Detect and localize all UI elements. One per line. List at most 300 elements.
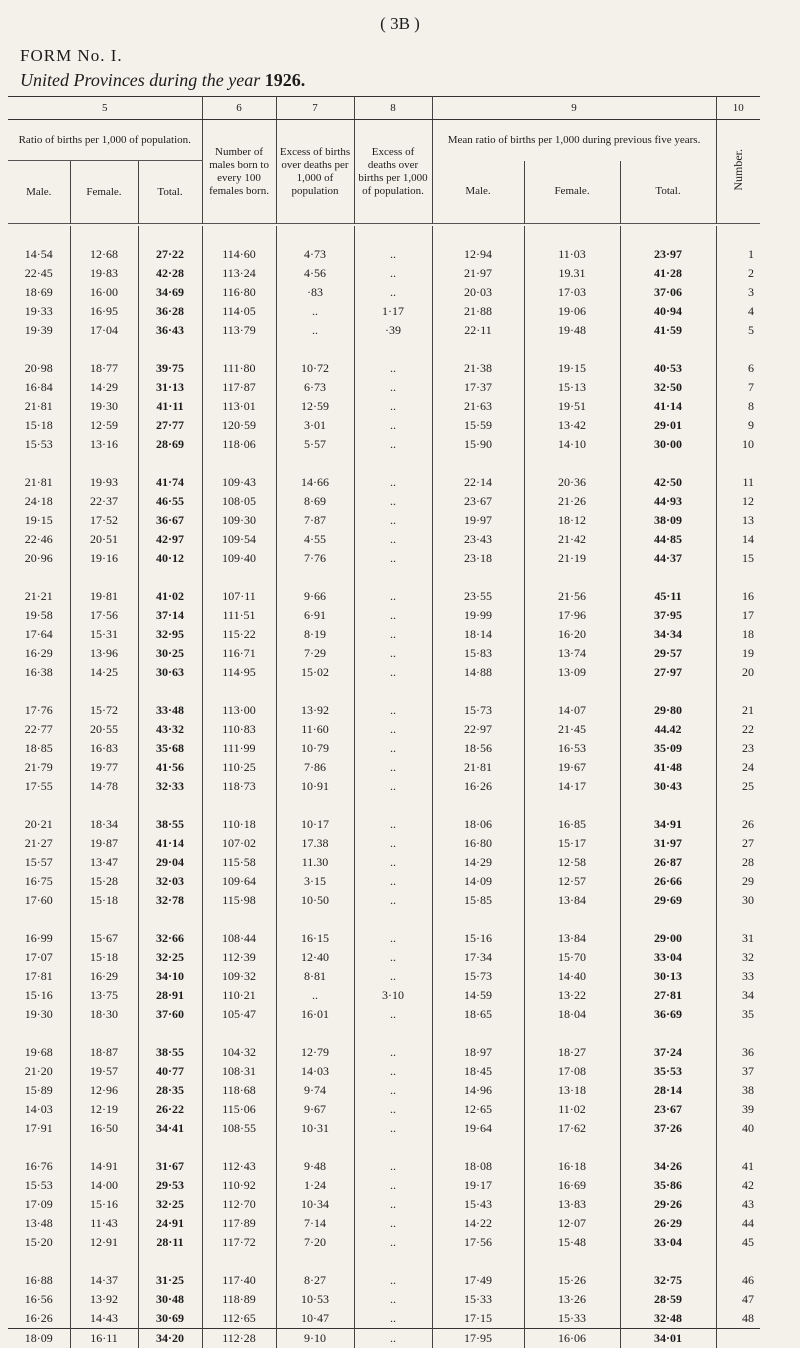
mean-total-cell: 35·09 <box>620 739 716 758</box>
male-ratio-cell: 21·20 <box>8 1062 70 1081</box>
males-born-cell: 117·40 <box>202 1271 276 1290</box>
excess-births-cell: 6·91 <box>276 606 354 625</box>
female-ratio-cell: 19·83 <box>70 264 138 283</box>
table-row <box>8 967 760 986</box>
female-ratio-cell: 11·43 <box>70 1214 138 1233</box>
excess-births-header: Excess of births over deaths per 1,000 of population <box>276 120 354 224</box>
mean-total-cell: 40·53 <box>620 359 716 378</box>
males-born-cell: 109·40 <box>202 549 276 568</box>
female-ratio-cell: 19·93 <box>70 473 138 492</box>
female-ratio-cell: 20·55 <box>70 720 138 739</box>
excess-births-cell: 12·79 <box>276 1043 354 1062</box>
mean-male-cell: 18·08 <box>432 1157 524 1176</box>
mean-total-cell: 29·01 <box>620 416 716 435</box>
group-spacer <box>8 568 760 587</box>
total-total-ratio-cell: 34·20 <box>138 1329 202 1348</box>
group-spacer <box>8 1024 760 1043</box>
female-ratio-cell: 13·47 <box>70 853 138 872</box>
excess-deaths-cell: ·39 <box>354 321 432 340</box>
female-ratio-cell: 13·92 <box>70 1290 138 1309</box>
excess-births-cell: .. <box>276 986 354 1005</box>
male-ratio-cell: 19·33 <box>8 302 70 321</box>
mean-male-cell: 18·06 <box>432 815 524 834</box>
excess-deaths-cell: 3·10 <box>354 986 432 1005</box>
mean-male-cell: 17·37 <box>432 378 524 397</box>
group-spacer <box>8 1252 760 1271</box>
male-ratio-cell: 15·53 <box>8 435 70 454</box>
female-ratio-cell: 15·18 <box>70 948 138 967</box>
district-number-cell: 19 <box>716 644 760 663</box>
mean-male-cell: 21·97 <box>432 264 524 283</box>
mean-male-cell: 15·16 <box>432 929 524 948</box>
excess-births-cell: 16·15 <box>276 929 354 948</box>
male-ratio-cell: 15·57 <box>8 853 70 872</box>
excess-births-cell: 11·60 <box>276 720 354 739</box>
excess-deaths-cell: .. <box>354 815 432 834</box>
table-row <box>8 663 760 682</box>
mean-male-cell: 23·43 <box>432 530 524 549</box>
excess-births-cell: 15·02 <box>276 663 354 682</box>
female-header: Female. <box>70 161 138 224</box>
district-number-cell: 16 <box>716 587 760 606</box>
mean-female-cell: 15·70 <box>524 948 620 967</box>
group-spacer <box>8 226 760 245</box>
mean-male-cell: 12·65 <box>432 1100 524 1119</box>
mean-total-cell: 30·13 <box>620 967 716 986</box>
mean-female-cell: 18·27 <box>524 1043 620 1062</box>
male-ratio-cell: 16·26 <box>8 1309 70 1329</box>
excess-births-cell: 10·17 <box>276 815 354 834</box>
column-number-row <box>8 97 760 120</box>
males-born-cell: 108·05 <box>202 492 276 511</box>
males-born-cell: 109·43 <box>202 473 276 492</box>
total-ratio-cell: 32·78 <box>138 891 202 910</box>
table-row <box>8 853 760 872</box>
excess-deaths-cell: .. <box>354 1309 432 1329</box>
mean-male-cell: 12·94 <box>432 245 524 264</box>
mean-male-cell: 21·88 <box>432 302 524 321</box>
mean-female-cell: 12·58 <box>524 853 620 872</box>
mean-male-cell: 22·14 <box>432 473 524 492</box>
mean-female-cell: 19·51 <box>524 397 620 416</box>
mean-total-cell: 35·53 <box>620 1062 716 1081</box>
subtitle-year: 1926. <box>265 70 306 90</box>
excess-births-cell: 10·72 <box>276 359 354 378</box>
female-ratio-cell: 15·67 <box>70 929 138 948</box>
total-ratio-cell: 40·77 <box>138 1062 202 1081</box>
female-ratio-cell: 14·25 <box>70 663 138 682</box>
district-number-cell: 12 <box>716 492 760 511</box>
district-number-cell: 13 <box>716 511 760 530</box>
mean-total-cell: 29·57 <box>620 644 716 663</box>
table-row <box>8 283 760 302</box>
total-header: Total. <box>138 161 202 224</box>
total-ratio-cell: 40·12 <box>138 549 202 568</box>
table-row <box>8 758 760 777</box>
mean-male-cell: 19·97 <box>432 511 524 530</box>
males-born-cell: 118·06 <box>202 435 276 454</box>
total-ratio-cell: 29·04 <box>138 853 202 872</box>
mean-female-cell: 19·67 <box>524 758 620 777</box>
male-ratio-cell: 13·48 <box>8 1214 70 1233</box>
mean-male-cell: 19·64 <box>432 1119 524 1138</box>
excess-deaths-cell: .. <box>354 644 432 663</box>
male-ratio-cell: 20·21 <box>8 815 70 834</box>
male-ratio-cell: 16·38 <box>8 663 70 682</box>
male-ratio-cell: 15·53 <box>8 1176 70 1195</box>
total-ratio-cell: 32·03 <box>138 872 202 891</box>
excess-births-cell: 7·29 <box>276 644 354 663</box>
excess-deaths-cell: .. <box>354 929 432 948</box>
female-ratio-cell: 15·16 <box>70 1195 138 1214</box>
group-spacer <box>8 682 760 701</box>
column-number: 7 <box>276 97 354 120</box>
mean-total-cell: 26·66 <box>620 872 716 891</box>
female-ratio-cell: 17·56 <box>70 606 138 625</box>
excess-births-cell: 8·27 <box>276 1271 354 1290</box>
total-row <box>8 1329 760 1348</box>
males-born-cell: 111·80 <box>202 359 276 378</box>
mean-female-cell: 15·17 <box>524 834 620 853</box>
table-row <box>8 872 760 891</box>
mean-male-cell: 17·34 <box>432 948 524 967</box>
female-ratio-cell: 13·75 <box>70 986 138 1005</box>
excess-births-cell: 4·73 <box>276 245 354 264</box>
male-ratio-cell: 17·81 <box>8 967 70 986</box>
column-number: 5 <box>8 97 202 120</box>
males-born-cell: 112·43 <box>202 1157 276 1176</box>
female-ratio-cell: 15·31 <box>70 625 138 644</box>
total-males-born-cell: 112·28 <box>202 1329 276 1348</box>
mean-total-cell: 27·81 <box>620 986 716 1005</box>
excess-births-cell: 10·91 <box>276 777 354 796</box>
mean-female-cell: 21·56 <box>524 587 620 606</box>
mean-total-cell: 29·80 <box>620 701 716 720</box>
total-ratio-cell: 27·77 <box>138 416 202 435</box>
district-number-cell: 26 <box>716 815 760 834</box>
column-number: 6 <box>202 97 276 120</box>
mean-total-cell: 37·24 <box>620 1043 716 1062</box>
group-spacer <box>8 454 760 473</box>
district-number-cell: 27 <box>716 834 760 853</box>
table-row <box>8 948 760 967</box>
district-number-cell: 4 <box>716 302 760 321</box>
mean-female-cell: 13·42 <box>524 416 620 435</box>
total-ratio-cell: 30·48 <box>138 1290 202 1309</box>
female-ratio-cell: 19·77 <box>70 758 138 777</box>
female-ratio-cell: 16·83 <box>70 739 138 758</box>
female-ratio-cell: 19·87 <box>70 834 138 853</box>
total-ratio-cell: 41·74 <box>138 473 202 492</box>
excess-births-cell: 10·50 <box>276 891 354 910</box>
excess-deaths-cell: .. <box>354 378 432 397</box>
table-row <box>8 986 760 1005</box>
mean-total-cell: 41·48 <box>620 758 716 777</box>
excess-births-cell: 17.38 <box>276 834 354 853</box>
excess-deaths-cell: .. <box>354 1081 432 1100</box>
mean-total-cell: 44·93 <box>620 492 716 511</box>
mean-female-cell: 16·53 <box>524 739 620 758</box>
total-ratio-cell: 28·91 <box>138 986 202 1005</box>
district-number-cell: 42 <box>716 1176 760 1195</box>
table-row <box>8 1309 760 1329</box>
female-ratio-cell: 19·81 <box>70 587 138 606</box>
mean-female-cell: 13·74 <box>524 644 620 663</box>
excess-births-cell: 3·01 <box>276 416 354 435</box>
mean-female-cell: 21·26 <box>524 492 620 511</box>
males-born-cell: 115·06 <box>202 1100 276 1119</box>
district-number-cell: 7 <box>716 378 760 397</box>
district-number-cell: 47 <box>716 1290 760 1309</box>
mean-male-cell: 15·59 <box>432 416 524 435</box>
mean-total-cell: 36·69 <box>620 1005 716 1024</box>
excess-deaths-cell: .. <box>354 549 432 568</box>
males-born-cell: 115·22 <box>202 625 276 644</box>
district-number-cell: 23 <box>716 739 760 758</box>
table-row <box>8 929 760 948</box>
district-number-cell: 17 <box>716 606 760 625</box>
male-ratio-cell: 22·77 <box>8 720 70 739</box>
mean-total-cell: 28·59 <box>620 1290 716 1309</box>
mean-female-cell: 15·48 <box>524 1233 620 1252</box>
total-ratio-cell: 27·22 <box>138 245 202 264</box>
male-ratio-cell: 17·07 <box>8 948 70 967</box>
table-row <box>8 1005 760 1024</box>
mean-female-cell: 16·18 <box>524 1157 620 1176</box>
excess-deaths-cell: .. <box>354 1176 432 1195</box>
male-ratio-cell: 20·96 <box>8 549 70 568</box>
males-born-cell: 108·55 <box>202 1119 276 1138</box>
excess-births-cell: 10·47 <box>276 1309 354 1329</box>
excess-births-cell: .. <box>276 302 354 321</box>
male-ratio-cell: 14·54 <box>8 245 70 264</box>
mean-female-cell: 20·36 <box>524 473 620 492</box>
excess-births-cell: 9·67 <box>276 1100 354 1119</box>
table-row <box>8 1062 760 1081</box>
excess-deaths-cell: .. <box>354 1214 432 1233</box>
total-ratio-cell: 43·32 <box>138 720 202 739</box>
males-born-cell: 110·21 <box>202 986 276 1005</box>
mean-total-cell: 29·69 <box>620 891 716 910</box>
mean-total-cell: 30·43 <box>620 777 716 796</box>
mean-total-cell: 37·95 <box>620 606 716 625</box>
mean-total-cell: 23·67 <box>620 1100 716 1119</box>
male-header: Male. <box>8 161 70 224</box>
female-ratio-cell: 16·29 <box>70 967 138 986</box>
excess-births-cell: 7·87 <box>276 511 354 530</box>
mean-male-cell: 21·38 <box>432 359 524 378</box>
total-ratio-cell: 32·25 <box>138 948 202 967</box>
total-ratio-cell: 39·75 <box>138 359 202 378</box>
mean-female-cell: 19·48 <box>524 321 620 340</box>
mean-female-cell: 12·57 <box>524 872 620 891</box>
mean-total-header: Total. <box>620 161 716 224</box>
total-ratio-cell: 36·67 <box>138 511 202 530</box>
female-ratio-cell: 14·29 <box>70 378 138 397</box>
mean-female-cell: 17·96 <box>524 606 620 625</box>
mean-male-cell: 23·67 <box>432 492 524 511</box>
district-number-cell: 43 <box>716 1195 760 1214</box>
male-ratio-cell: 22·45 <box>8 264 70 283</box>
table-row <box>8 625 760 644</box>
mean-male-cell: 15·90 <box>432 435 524 454</box>
mean-total-cell: 32·50 <box>620 378 716 397</box>
mean-total-cell: 41·28 <box>620 264 716 283</box>
males-born-header: Number of males born to every 100 females born. <box>202 120 276 224</box>
excess-births-cell: .. <box>276 321 354 340</box>
table-row <box>8 511 760 530</box>
excess-deaths-cell: .. <box>354 1290 432 1309</box>
table-row <box>8 1271 760 1290</box>
males-born-cell: 114·60 <box>202 245 276 264</box>
mean-female-cell: 17·62 <box>524 1119 620 1138</box>
excess-deaths-cell: .. <box>354 1195 432 1214</box>
group-spacer <box>8 340 760 359</box>
mean-male-cell: 19·99 <box>432 606 524 625</box>
table-row <box>8 416 760 435</box>
excess-deaths-cell: .. <box>354 1119 432 1138</box>
district-number-cell: 24 <box>716 758 760 777</box>
mean-male-cell: 14·59 <box>432 986 524 1005</box>
total-ratio-cell: 34·69 <box>138 283 202 302</box>
mean-female-cell: 19.31 <box>524 264 620 283</box>
total-mean-female-cell: 16·06 <box>524 1329 620 1348</box>
males-born-cell: 111·99 <box>202 739 276 758</box>
male-ratio-cell: 16·75 <box>8 872 70 891</box>
mean-female-cell: 13·26 <box>524 1290 620 1309</box>
excess-births-cell: 7·20 <box>276 1233 354 1252</box>
excess-deaths-cell: .. <box>354 397 432 416</box>
excess-births-cell: 12·40 <box>276 948 354 967</box>
female-ratio-cell: 15·72 <box>70 701 138 720</box>
female-ratio-cell: 13·16 <box>70 435 138 454</box>
total-ratio-cell: 29·53 <box>138 1176 202 1195</box>
total-ratio-cell: 32·33 <box>138 777 202 796</box>
male-ratio-cell: 17·09 <box>8 1195 70 1214</box>
mean-total-cell: 31·97 <box>620 834 716 853</box>
female-ratio-cell: 14·43 <box>70 1309 138 1329</box>
excess-deaths-cell: .. <box>354 663 432 682</box>
mean-male-header: Male. <box>432 161 524 224</box>
male-ratio-cell: 21·27 <box>8 834 70 853</box>
excess-births-cell: 8·69 <box>276 492 354 511</box>
male-ratio-cell: 17·55 <box>8 777 70 796</box>
mean-male-cell: 17·56 <box>432 1233 524 1252</box>
mean-male-cell: 14·09 <box>432 872 524 891</box>
excess-deaths-cell: .. <box>354 530 432 549</box>
mean-male-cell: 15·73 <box>432 701 524 720</box>
excess-births-cell: 14·03 <box>276 1062 354 1081</box>
excess-deaths-cell: .. <box>354 264 432 283</box>
mean-male-cell: 16·80 <box>432 834 524 853</box>
mean-male-cell: 21·63 <box>432 397 524 416</box>
male-ratio-cell: 17·60 <box>8 891 70 910</box>
male-ratio-cell: 18·69 <box>8 283 70 302</box>
mean-male-cell: 18·45 <box>432 1062 524 1081</box>
excess-births-cell: 9·66 <box>276 587 354 606</box>
mean-male-cell: 23·18 <box>432 549 524 568</box>
males-born-cell: 115·98 <box>202 891 276 910</box>
male-ratio-cell: 16·29 <box>8 644 70 663</box>
mean-male-cell: 17·15 <box>432 1309 524 1329</box>
excess-deaths-cell: .. <box>354 473 432 492</box>
mean-total-cell: 30·00 <box>620 435 716 454</box>
table-row <box>8 1081 760 1100</box>
male-ratio-cell: 19·68 <box>8 1043 70 1062</box>
male-ratio-cell: 21·79 <box>8 758 70 777</box>
total-ratio-cell: 26·22 <box>138 1100 202 1119</box>
female-ratio-cell: 15·28 <box>70 872 138 891</box>
mean-total-cell: 28·14 <box>620 1081 716 1100</box>
male-ratio-cell: 21·21 <box>8 587 70 606</box>
district-number-cell: 28 <box>716 853 760 872</box>
mean-male-cell: 17·49 <box>432 1271 524 1290</box>
district-number-cell: 45 <box>716 1233 760 1252</box>
male-ratio-cell: 16·84 <box>8 378 70 397</box>
males-born-cell: 113·79 <box>202 321 276 340</box>
excess-births-cell: ·83 <box>276 283 354 302</box>
district-number-cell: 3 <box>716 283 760 302</box>
total-ratio-cell: 42·97 <box>138 530 202 549</box>
table-row <box>8 1157 760 1176</box>
excess-deaths-cell: .. <box>354 967 432 986</box>
total-ratio-cell: 33·48 <box>138 701 202 720</box>
excess-deaths-cell: 1·17 <box>354 302 432 321</box>
males-born-cell: 110·18 <box>202 815 276 834</box>
mean-total-cell: 29·26 <box>620 1195 716 1214</box>
mean-male-cell: 16·26 <box>432 777 524 796</box>
mean-male-cell: 20·03 <box>432 283 524 302</box>
district-number-cell: 31 <box>716 929 760 948</box>
table-subtitle <box>20 70 305 91</box>
excess-deaths-cell: .. <box>354 891 432 910</box>
total-excess-births-cell: 9·10 <box>276 1329 354 1348</box>
district-number-cell: 18 <box>716 625 760 644</box>
excess-births-cell: 6·73 <box>276 378 354 397</box>
births-ratio-table <box>8 96 760 1348</box>
total-excess-deaths-cell: .. <box>354 1329 432 1348</box>
male-ratio-cell: 15·18 <box>8 416 70 435</box>
female-ratio-cell: 18·77 <box>70 359 138 378</box>
table-row <box>8 815 760 834</box>
excess-births-cell: 7·86 <box>276 758 354 777</box>
males-born-cell: 105·47 <box>202 1005 276 1024</box>
mean-female-cell: 15·26 <box>524 1271 620 1290</box>
excess-deaths-cell: .. <box>354 1100 432 1119</box>
total-ratio-cell: 41·11 <box>138 397 202 416</box>
total-ratio-cell: 41·14 <box>138 834 202 853</box>
mean-total-cell: 41·59 <box>620 321 716 340</box>
excess-births-cell: 14·66 <box>276 473 354 492</box>
total-district-number-cell <box>716 1329 760 1348</box>
males-born-cell: 117·89 <box>202 1214 276 1233</box>
table-row <box>8 701 760 720</box>
mean-total-cell: 38·09 <box>620 511 716 530</box>
mean-male-cell: 15·83 <box>432 644 524 663</box>
mean-female-cell: 19·06 <box>524 302 620 321</box>
district-number-cell: 35 <box>716 1005 760 1024</box>
total-ratio-cell: 28·35 <box>138 1081 202 1100</box>
district-number-cell: 48 <box>716 1309 760 1329</box>
mean-total-cell: 41·14 <box>620 397 716 416</box>
male-ratio-cell: 15·16 <box>8 986 70 1005</box>
male-ratio-cell: 21·81 <box>8 473 70 492</box>
excess-deaths-cell: .. <box>354 1271 432 1290</box>
males-born-cell: 115·58 <box>202 853 276 872</box>
excess-deaths-cell: .. <box>354 701 432 720</box>
female-ratio-cell: 18·87 <box>70 1043 138 1062</box>
mean-female-cell: 13·22 <box>524 986 620 1005</box>
